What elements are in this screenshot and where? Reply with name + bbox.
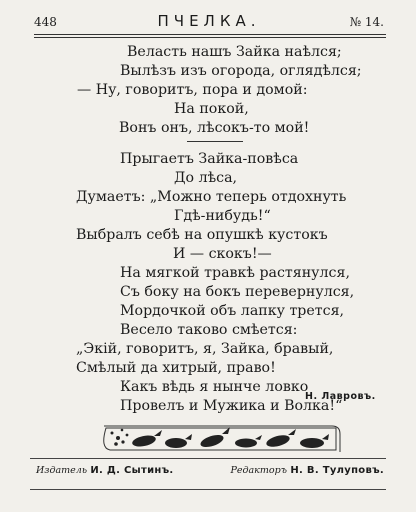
poem-line: Весело таково смѣется:: [120, 322, 298, 338]
poem-line: Вылѣзъ изъ огорода, оглядѣлся;: [120, 63, 362, 79]
issue-number: № 14.: [349, 15, 384, 29]
poem-line: Вонъ онъ, лѣсокъ-то мой!: [119, 120, 310, 136]
publisher-label: Издатель: [36, 465, 88, 476]
publisher-credit: [36, 464, 174, 476]
poem-line: И — скокъ!—: [173, 246, 272, 262]
poem-line: Выбралъ себѣ на опушкѣ кустокъ: [76, 227, 328, 243]
poem-stanza-1: [0, 43, 416, 138]
poem-line: Веласть нашъ Зайка наѣлся;: [127, 44, 342, 60]
poem-line: Какъ вѣдь я нынче ловко: [120, 379, 309, 395]
page-header: [34, 12, 384, 34]
poem-line: Мордочкой объ лапку трется,: [120, 303, 345, 319]
author-signature: Н. Лавровъ.: [305, 391, 376, 402]
poem-line: Прыгаетъ Зайка-повѣса: [120, 151, 299, 167]
editor-credit: [230, 464, 384, 476]
publisher-name: И. Д. Сытинъ.: [90, 465, 174, 476]
poem-line: Думаетъ: „Можно теперь отдохнуть: [76, 189, 347, 205]
poem-line: До лѣса,: [174, 170, 238, 186]
poem-line: Гдѣ-нибудь!“: [174, 208, 271, 224]
header-rule-thin: [34, 37, 386, 38]
poem-line: Провелъ и Мужика и Волка!“: [120, 398, 343, 414]
header-rule: [34, 34, 386, 35]
poem-line: На покой,: [174, 101, 249, 117]
poem-stanza-2: [0, 150, 416, 416]
footer-rule: [30, 458, 386, 459]
magazine-title: ПЧЕЛКА.: [157, 12, 261, 30]
editor-label: Редакторъ: [230, 465, 287, 476]
page-number: 448: [34, 15, 57, 29]
hares-vignette-icon: [96, 418, 342, 456]
editor-name: Н. В. Тулуповъ.: [290, 465, 384, 476]
poem-line: Смѣлый да хитрый, право!: [76, 360, 276, 376]
poem-line: Съ боку на бокъ перевернулся,: [120, 284, 355, 300]
poem-line: „Экій, говоритъ, я, Зайка, бравый,: [76, 341, 334, 357]
stanza-separator: [187, 141, 243, 142]
footer-rule-bottom: [30, 489, 386, 490]
poem-line: На мягкой травкѣ растянулся,: [120, 265, 350, 281]
poem-line: — Ну, говоритъ, пора и домой:: [77, 82, 308, 98]
